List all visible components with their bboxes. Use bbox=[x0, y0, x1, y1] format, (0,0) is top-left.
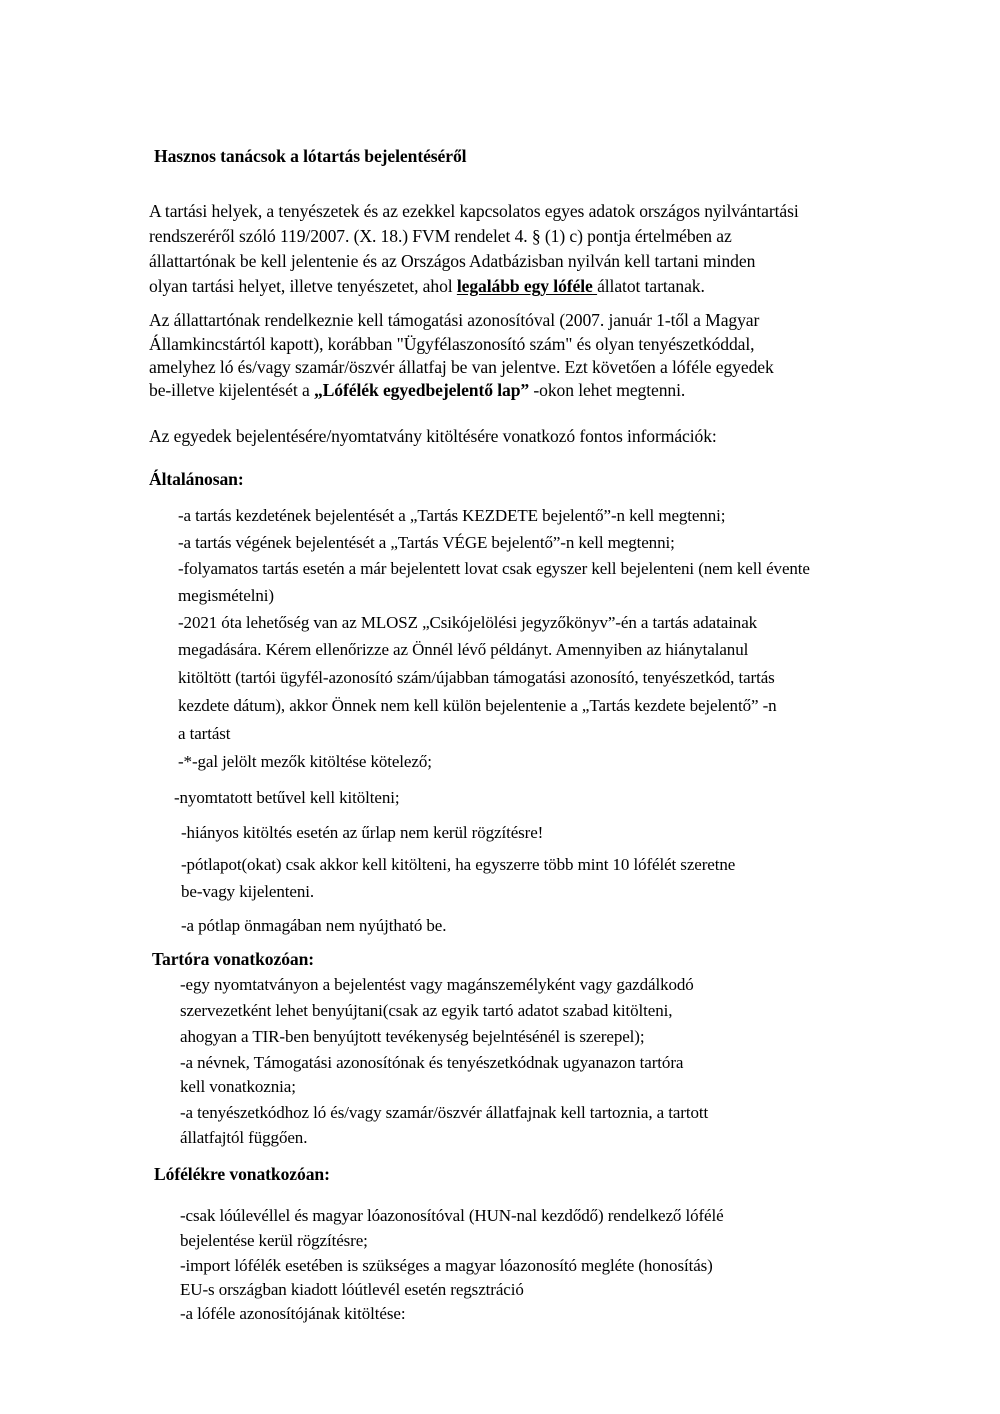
list-line: -egy nyomtatványon a bejelentést vagy magánszemélyként vagy gazdálkodó bbox=[180, 975, 694, 994]
list-line: EU-s országban kiadott lóútlevél esetén regsztráció bbox=[180, 1280, 524, 1299]
list-line: ahogyan a TIR-ben benyújtott tevékenység bejelntésénél is szerepel); bbox=[180, 1027, 645, 1046]
text-line: A tartási helyek, a tenyészetek és az ezekkel kapcsolatos egyes adatok országos nyilvántartási bbox=[149, 201, 799, 221]
list-line: -a névnek, Támogatási azonosítónak és tenyészetkódnak ugyanazon tartóra bbox=[180, 1053, 684, 1072]
text-run: be-illetve kijelentését a bbox=[149, 380, 314, 400]
list-line: -hiányos kitöltés esetén az űrlap nem kerül rögzítésre! bbox=[181, 823, 544, 842]
list-line: a tartást bbox=[178, 724, 231, 743]
list-line: állatfajtól függően. bbox=[180, 1128, 308, 1147]
list-line: be-vagy kijelenteni. bbox=[181, 882, 315, 901]
list-line: -a lóféle azonosítójának kitöltése: bbox=[180, 1304, 406, 1323]
text-line: rendszeréről szóló 119/2007. (X. 18.) FVM rendelet 4. § (1) c) pontja értelmében az bbox=[149, 226, 732, 246]
list-line: -a pótlap önmagában nem nyújtható be. bbox=[181, 916, 447, 935]
list-line: -a tartás végének bejelentését a „Tartás VÉGE bejelentő”-n kell megtenni; bbox=[178, 533, 675, 552]
text-run: állatot tartanak. bbox=[597, 276, 705, 296]
list-line: megismételni) bbox=[178, 586, 274, 605]
emphasis-at-least-one-equine: legalább egy lóféle bbox=[456, 276, 598, 296]
document-title: Hasznos tanácsok a lótartás bejelentéséről bbox=[154, 146, 467, 166]
text-run: -okon lehet megtenni. bbox=[529, 380, 686, 400]
intro-paragraph-3: Az egyedek bejelentésére/nyomtatvány kitöltésére vonatkozó fontos információk: bbox=[149, 426, 717, 446]
list-line: -a tartás kezdetének bejelentését a „Tartás KEZDETE bejelentő”-n kell megtenni; bbox=[178, 506, 726, 525]
list-line: -import lófélék esetében is szükséges a magyar lóazonosító megléte (honosítás) bbox=[180, 1256, 713, 1275]
text-line bbox=[149, 379, 685, 401]
list-line: kezdete dátum), akkor Önnek nem kell külön bejelentenie a „Tartás kezdete bejelentő” -n bbox=[178, 696, 777, 715]
list-line: -csak lóúlevéllel és magyar lóazonosítóval (HUN-nal kezdődő) rendelkező lófélé bbox=[180, 1206, 724, 1225]
text-line: amelyhez ló és/vagy szamár/öszvér állatfaj be van jelentve. Ezt követően a lóféle egyedek bbox=[149, 357, 774, 377]
form-name-emphasis: „Lófélék egyedbejelentő lap” bbox=[313, 380, 530, 400]
list-line: megadására. Kérem ellenőrizze az Önnél lévő példányt. Amennyiben az hiánytalanul bbox=[178, 640, 749, 659]
list-line: -2021 óta lehetőség van az MLOSZ „Csikójelölési jegyzőkönyv”-én a tartás adatainak bbox=[178, 613, 758, 632]
section-heading: Tartóra vonatkozóan: bbox=[152, 949, 315, 969]
text-line: állattartónak be kell jelentenie és az Országos Adatbázisban nyilván kell tartani minden bbox=[149, 251, 756, 271]
list-line: -a tenyészetkódhoz ló és/vagy szamár/öszvér állatfajnak kell tartoznia, a tartott bbox=[180, 1103, 709, 1122]
list-line: -*-gal jelölt mezők kitöltése kötelező; bbox=[178, 752, 432, 771]
text-run: olyan tartási helyet, illetve tenyészetet, ahol bbox=[149, 276, 457, 296]
list-line: bejelentése kerül rögzítésre; bbox=[180, 1231, 368, 1250]
list-line: -nyomtatott betűvel kell kitölteni; bbox=[174, 788, 400, 807]
section-heading: Lófélékre vonatkozóan: bbox=[154, 1164, 330, 1184]
list-line: -pótlapot(okat) csak akkor kell kitölteni, ha egyszerre több mint 10 lófélét szeretne bbox=[181, 855, 736, 874]
text-line bbox=[149, 275, 705, 297]
section-heading: Általánosan: bbox=[149, 469, 244, 489]
list-line: -folyamatos tartás esetén a már bejelentett lovat csak egyszer kell bejelenteni (nem kell évente bbox=[178, 559, 810, 578]
text-line: Az állattartónak rendelkeznie kell támogatási azonosítóval (2007. január 1-től a Magyar bbox=[149, 310, 760, 330]
text-line: Államkincstártól kapott), korábban "Ügyfélaszonosító szám" és olyan tenyészetkóddal, bbox=[149, 334, 755, 354]
list-line: kell vonatkoznia; bbox=[180, 1077, 296, 1096]
list-line: kitöltött (tartói ügyfél-azonosító szám/újabban támogatási azonosító, tenyészetkód, tartás bbox=[178, 668, 775, 687]
list-line: szervezetként lehet benyújtani(csak az egyik tartó adatot szabad kitölteni, bbox=[180, 1001, 673, 1020]
